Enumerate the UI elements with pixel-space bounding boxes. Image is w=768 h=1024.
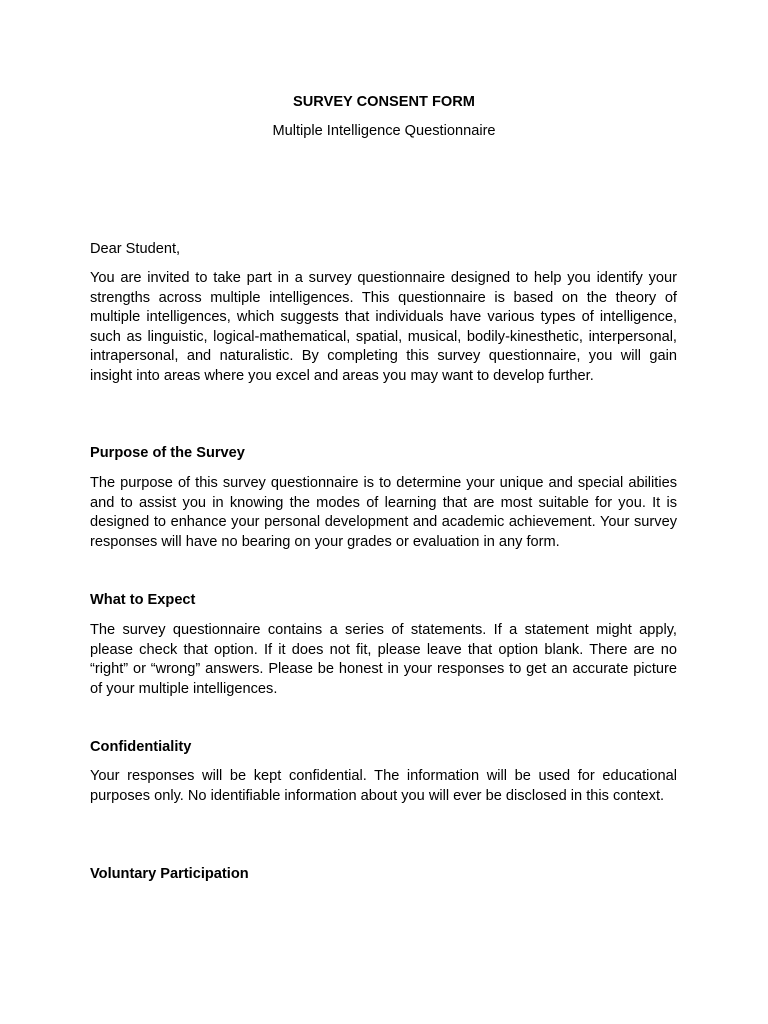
- section-body-purpose: The purpose of this survey questionnaire is to determine your unique and special abilities and to assist you in knowing the modes of learning that are most suitable for you. It is designed to enhance your personal development and academic achievement. Your survey responses will have no bearing on your grades or evaluation in any form.: [90, 475, 677, 550]
- section-heading-what-to-expect: What to Expect: [90, 592, 196, 608]
- document-title: SURVEY CONSENT FORM: [293, 94, 475, 110]
- document-subtitle: Multiple Intelligence Questionnaire: [272, 123, 496, 139]
- section-heading-voluntary-participation: Voluntary Participation: [90, 866, 249, 882]
- intro-paragraph: You are invited to take part in a survey questionnaire designed to help you identify your strengths across multiple intelligences. This questionnaire is based on the theory of multiple intelligences, which suggests that individuals have various types of intelligence, such as linguistic, logical-mathematical, spatial, musical, bodily-kinesthetic, interpersonal, intrapersonal, and naturalistic. By completing this survey questionnaire, you will gain insight into areas where you excel and areas you may want to develop further.: [90, 270, 677, 384]
- section-heading-confidentiality: Confidentiality: [90, 739, 192, 755]
- section-body-confidentiality: Your responses will be kept confidential. The information will be used for educational purposes only. No identifiable information about you will ever be disclosed in this context.: [90, 768, 677, 804]
- greeting: Dear Student,: [90, 241, 181, 257]
- section-body-what-to-expect: The survey questionnaire contains a series of statements. If a statement might apply, please check that option. If it does not fit, please leave that option blank. There are no “right” or “wrong” answers. Please be honest in your responses to get an accurate picture of your multiple intelligences.: [90, 622, 677, 697]
- section-heading-purpose: Purpose of the Survey: [90, 445, 245, 461]
